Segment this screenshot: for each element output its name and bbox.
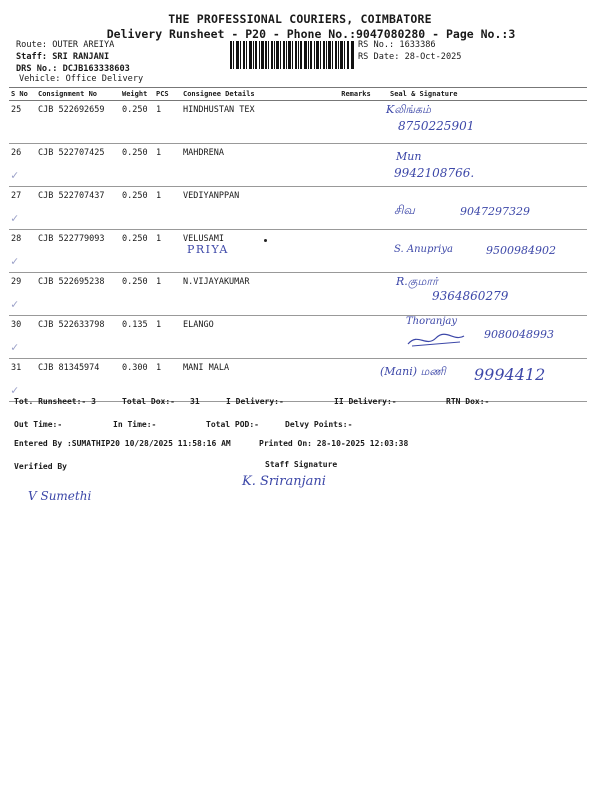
cell-consignment: CJB 522707425 bbox=[36, 144, 120, 187]
drs-number: DRS No.: DCJB163338603 bbox=[16, 64, 130, 74]
handwritten-phone: 9994412 bbox=[474, 365, 546, 384]
cell-consignment: CJB 81345974 bbox=[36, 359, 120, 402]
cell-remarks bbox=[336, 187, 376, 230]
cell-consignee: N.VIJAYAKUMAR bbox=[181, 273, 336, 316]
col-consignment: Consignment No bbox=[36, 88, 120, 101]
col-remarks: Remarks bbox=[336, 88, 376, 101]
col-pcs: PCS bbox=[154, 88, 181, 101]
cell-consignee: ELANGO bbox=[181, 316, 336, 359]
tot-runsheet: Tot. Runsheet:- 3 bbox=[14, 397, 96, 406]
staff-signature-label: Staff Signature bbox=[265, 460, 338, 469]
handwritten-name: (Mani) மணி bbox=[380, 365, 446, 378]
cell-consignment: CJB 522692659 bbox=[36, 101, 120, 144]
table-row bbox=[9, 187, 587, 230]
sno-text: 26 bbox=[11, 148, 22, 158]
cell-remarks bbox=[336, 273, 376, 316]
cell-pcs: 1 bbox=[154, 144, 181, 187]
runsheet-table bbox=[9, 87, 587, 402]
rs-date: RS Date: 28-Oct-2025 bbox=[358, 52, 462, 62]
cell-pcs: 1 bbox=[154, 187, 181, 230]
cell-signature bbox=[376, 230, 587, 273]
out-time: Out Time:- bbox=[14, 420, 63, 429]
staff-signature: K. Sriranjani bbox=[242, 474, 326, 489]
table-row bbox=[9, 273, 587, 316]
sno-text: 28 bbox=[11, 234, 22, 244]
cell-sno bbox=[9, 273, 36, 316]
handwritten-phone: 9080048993 bbox=[484, 328, 554, 341]
cell-pcs: 1 bbox=[154, 101, 181, 144]
cell-consignee bbox=[181, 230, 336, 273]
company-title: THE PROFESSIONAL COURIERS, COIMBATORE bbox=[168, 12, 432, 26]
handwritten-phone: 9500984902 bbox=[486, 244, 556, 257]
cell-weight: 0.250 bbox=[120, 101, 154, 144]
table-row bbox=[9, 101, 587, 144]
entered-by: Entered By :SUMATHIP20 10/28/2025 11:58:16 AM bbox=[14, 439, 231, 448]
cell-sno bbox=[9, 187, 36, 230]
col-sno: S No bbox=[9, 88, 36, 101]
cell-consignment: CJB 522695238 bbox=[36, 273, 120, 316]
in-time: In Time:- bbox=[113, 420, 157, 429]
cell-remarks bbox=[336, 316, 376, 359]
check-mark-icon: ✓ bbox=[11, 340, 19, 354]
total-dox-label: Total Dox:- bbox=[122, 397, 175, 406]
cell-remarks bbox=[336, 101, 376, 144]
cell-consignment: CJB 522707437 bbox=[36, 187, 120, 230]
table-header-row bbox=[9, 88, 587, 101]
table-row bbox=[9, 144, 587, 187]
cell-pcs: 1 bbox=[154, 316, 181, 359]
handwritten-phone: 8750225901 bbox=[398, 119, 475, 133]
rtn-dox: RTN Dox:- bbox=[446, 397, 490, 406]
cell-weight: 0.250 bbox=[120, 273, 154, 316]
cell-weight: 0.250 bbox=[120, 144, 154, 187]
cell-consignment: CJB 522779093 bbox=[36, 230, 120, 273]
check-mark-icon: ✓ bbox=[11, 168, 19, 182]
check-mark-icon: ✓ bbox=[11, 383, 19, 397]
printed-on: Printed On: 28-10-2025 12:03:38 bbox=[259, 439, 409, 448]
ink-dot bbox=[264, 239, 267, 242]
i-delivery: I Delivery:- bbox=[226, 397, 284, 406]
cell-signature bbox=[376, 187, 587, 230]
cell-weight: 0.250 bbox=[120, 187, 154, 230]
sno-text: 29 bbox=[11, 277, 22, 287]
handwritten-phone: 9364860279 bbox=[432, 289, 509, 303]
cell-signature bbox=[376, 144, 587, 187]
cell-weight: 0.250 bbox=[120, 230, 154, 273]
cell-pcs: 1 bbox=[154, 230, 181, 273]
cell-pcs: 1 bbox=[154, 273, 181, 316]
cell-consignee: MANI MALA bbox=[181, 359, 336, 402]
verifier-signature: V Sumethi bbox=[28, 489, 92, 503]
cell-sno bbox=[9, 230, 36, 273]
handwritten-name: Mun bbox=[396, 150, 422, 163]
total-pod: Total POD:- bbox=[206, 420, 259, 429]
handwritten-name: Thoranjay bbox=[406, 316, 458, 327]
cell-signature bbox=[376, 316, 587, 359]
handwritten-phone: 9942108766. bbox=[394, 166, 475, 180]
cell-sno bbox=[9, 359, 36, 402]
sno-text: 25 bbox=[11, 105, 22, 115]
table-row bbox=[9, 230, 587, 273]
handwritten-phone: 9047297329 bbox=[460, 205, 530, 218]
cell-sno bbox=[9, 101, 36, 144]
barcode-image bbox=[230, 41, 354, 69]
handwritten-name: S. Anupriya bbox=[394, 244, 453, 255]
cell-consignee: HINDHUSTAN TEX bbox=[181, 101, 336, 144]
check-mark-icon: ✓ bbox=[11, 211, 19, 225]
sno-text: 31 bbox=[11, 363, 22, 373]
handwritten-name: R.குமார் bbox=[396, 275, 438, 288]
check-mark-icon: ✓ bbox=[11, 297, 19, 311]
col-weight: Weight bbox=[120, 88, 154, 101]
runsheet-subtitle: Delivery Runsheet - P20 - Phone No.:9047080280 - Page No.:3 bbox=[106, 27, 516, 41]
cell-consignee: MAHDRENA bbox=[181, 144, 336, 187]
sno-text: 27 bbox=[11, 191, 22, 201]
handwritten-name: Kலிங்கம் bbox=[386, 103, 431, 116]
cell-signature bbox=[376, 101, 587, 144]
cell-pcs: 1 bbox=[154, 359, 181, 402]
cell-remarks bbox=[336, 230, 376, 273]
table-row bbox=[9, 359, 587, 402]
cell-signature bbox=[376, 359, 587, 402]
ii-delivery: II Delivery:- bbox=[334, 397, 397, 406]
cell-consignee: VEDIYANPPAN bbox=[181, 187, 336, 230]
cell-remarks bbox=[336, 144, 376, 187]
table-row bbox=[9, 316, 587, 359]
cell-sno bbox=[9, 144, 36, 187]
rs-number: RS No.: 1633386 bbox=[358, 40, 436, 50]
col-signature: Seal & Signature bbox=[376, 88, 587, 101]
consignee-text: VELUSAMI bbox=[183, 234, 224, 244]
vehicle-label: Vehicle: Office Delivery bbox=[19, 74, 144, 84]
cell-remarks bbox=[336, 359, 376, 402]
col-consignee: Consignee Details bbox=[181, 88, 336, 101]
handwritten-name: சிவ bbox=[394, 203, 415, 217]
cell-signature bbox=[376, 273, 587, 316]
sno-text: 30 bbox=[11, 320, 22, 330]
verified-by-label: Verified By bbox=[14, 462, 67, 471]
delvy-points: Delvy Points:- bbox=[285, 420, 353, 429]
cell-weight: 0.300 bbox=[120, 359, 154, 402]
cell-sno bbox=[9, 316, 36, 359]
staff-label: Staff: SRI RANJANI bbox=[16, 52, 110, 62]
signature-scribble bbox=[406, 330, 466, 350]
cell-weight: 0.135 bbox=[120, 316, 154, 359]
handwritten-receiver: PRIYA bbox=[187, 243, 229, 256]
cell-consignment: CJB 522633798 bbox=[36, 316, 120, 359]
total-dox-value: 31 bbox=[190, 397, 200, 406]
check-mark-icon: ✓ bbox=[11, 254, 19, 268]
route-label: Route: OUTER AREIYA bbox=[16, 40, 115, 50]
